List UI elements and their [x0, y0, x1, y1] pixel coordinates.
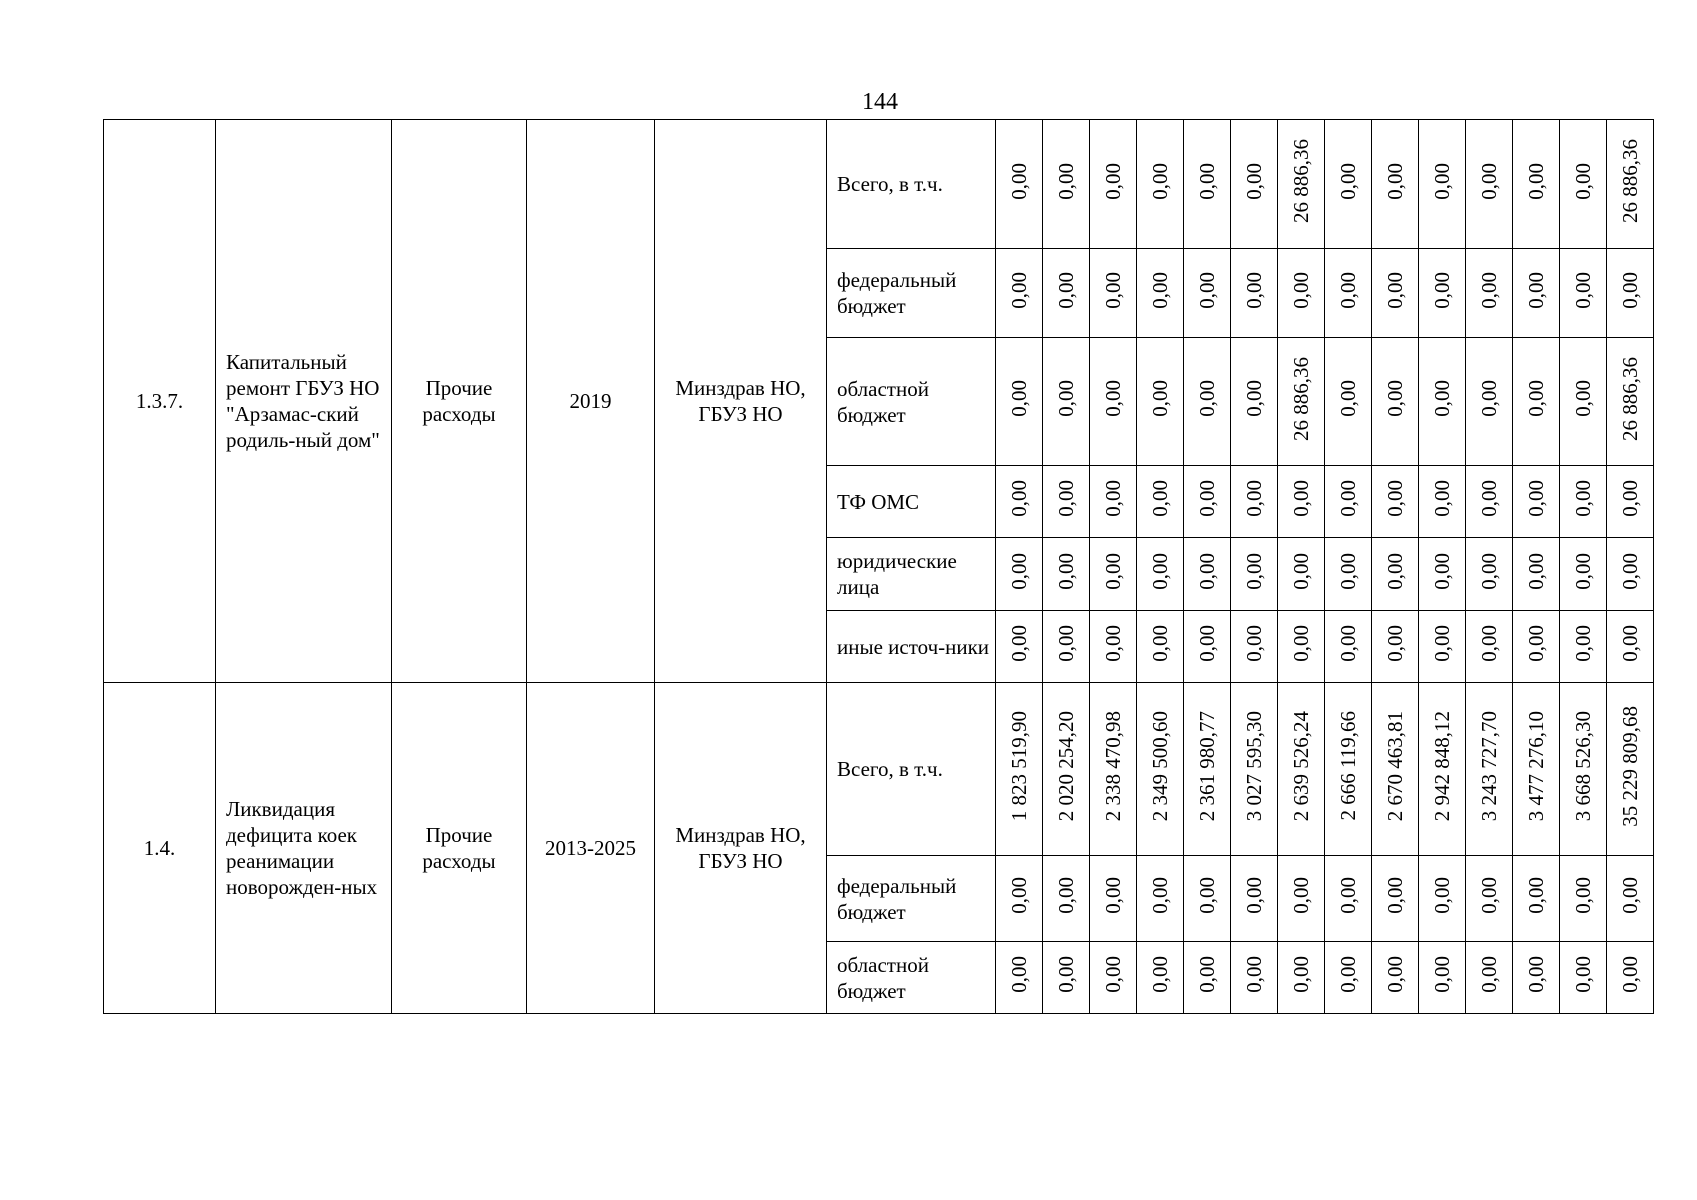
value-text: 0,00: [1618, 877, 1642, 914]
value-text: 0,00: [1289, 625, 1313, 662]
group-1-4-item-code: 1.4.: [104, 683, 216, 1014]
value-cell: [1137, 611, 1184, 683]
funding-source: федеральный бюджет: [827, 249, 996, 338]
value-cell: [996, 249, 1043, 338]
value-cell: [1043, 856, 1090, 942]
value-text: 0,00: [1524, 956, 1548, 993]
value-text: 1 823 519,90: [1007, 710, 1031, 822]
value-cell: [1372, 856, 1419, 942]
funding-source: иные источ-ники: [827, 611, 996, 683]
value-text: 0,00: [1054, 956, 1078, 993]
value-cell: [1372, 683, 1419, 856]
value-text: 0,00: [1148, 162, 1172, 200]
value-cell: [1184, 120, 1231, 249]
value-cell: [1560, 683, 1607, 856]
funding-source: Всего, в т.ч.: [827, 683, 996, 856]
value-text: 0,00: [1195, 877, 1219, 914]
value-text: 0,00: [1007, 956, 1031, 993]
value-text: 0,00: [1618, 552, 1642, 590]
value-cell: [1513, 683, 1560, 856]
value-cell: [1513, 538, 1560, 611]
value-cell: [1231, 249, 1278, 338]
value-cell: [1419, 942, 1466, 1014]
value-text: 0,00: [1148, 271, 1172, 309]
value-cell: [1231, 856, 1278, 942]
value-text: 0,00: [1336, 162, 1360, 200]
value-cell: [1325, 466, 1372, 538]
value-cell: [1607, 120, 1654, 249]
value-cell: [1043, 466, 1090, 538]
value-text: 0,00: [1430, 271, 1454, 309]
value-cell: [1184, 611, 1231, 683]
value-cell: [1278, 683, 1325, 856]
value-cell: [1325, 856, 1372, 942]
value-text: 0,00: [1289, 480, 1313, 517]
value-cell: [1419, 249, 1466, 338]
value-text: 0,00: [1007, 271, 1031, 309]
value-cell: [1043, 538, 1090, 611]
value-text: 0,00: [1430, 625, 1454, 662]
value-cell: [1137, 249, 1184, 338]
value-cell: [1372, 249, 1419, 338]
value-text: 0,00: [1101, 625, 1125, 662]
value-cell: [1043, 120, 1090, 249]
table-row: [104, 683, 1654, 856]
value-cell: [1325, 683, 1372, 856]
value-cell: [1560, 120, 1607, 249]
value-text: 26 886,36: [1618, 356, 1642, 441]
value-text: 0,00: [1101, 480, 1125, 517]
value-cell: [1419, 120, 1466, 249]
value-cell: [1560, 856, 1607, 942]
value-cell: [1278, 856, 1325, 942]
value-cell: [1090, 683, 1137, 856]
value-text: 0,00: [1524, 380, 1548, 417]
value-text: 0,00: [1336, 877, 1360, 914]
table-body: [104, 120, 1654, 1014]
value-text: 0,00: [1383, 271, 1407, 309]
value-cell: [1231, 942, 1278, 1014]
value-cell: [1278, 249, 1325, 338]
value-text: 2 639 526,24: [1289, 710, 1313, 822]
value-text: 0,00: [1101, 877, 1125, 914]
value-text: 0,00: [1195, 480, 1219, 517]
group-1-3-7-item-code: 1.3.7.: [104, 120, 216, 683]
value-text: 0,00: [1524, 271, 1548, 309]
value-cell: [996, 338, 1043, 466]
value-text: 0,00: [1383, 380, 1407, 417]
value-cell: [1278, 466, 1325, 538]
value-cell: [1560, 466, 1607, 538]
value-text: 0,00: [1195, 625, 1219, 662]
value-text: 0,00: [1242, 552, 1266, 590]
value-cell: [1466, 466, 1513, 538]
value-cell: [1137, 683, 1184, 856]
value-cell: [1231, 538, 1278, 611]
value-text: 0,00: [1618, 956, 1642, 993]
value-cell: [1513, 249, 1560, 338]
value-text: 0,00: [1430, 956, 1454, 993]
value-text: 0,00: [1430, 552, 1454, 590]
value-text: 0,00: [1477, 552, 1501, 590]
value-text: 0,00: [1571, 480, 1595, 517]
value-text: 2 670 463,81: [1383, 710, 1407, 822]
value-cell: [1325, 338, 1372, 466]
value-cell: [1466, 338, 1513, 466]
value-cell: [1607, 466, 1654, 538]
value-cell: [1560, 249, 1607, 338]
value-cell: [1278, 611, 1325, 683]
value-cell: [1607, 538, 1654, 611]
value-cell: [996, 683, 1043, 856]
value-text: 0,00: [1289, 956, 1313, 993]
value-cell: [1325, 538, 1372, 611]
value-text: 0,00: [1571, 271, 1595, 309]
value-text: 2 666 119,66: [1336, 711, 1360, 821]
value-cell: [1372, 611, 1419, 683]
value-text: 0,00: [1336, 625, 1360, 662]
value-cell: [1231, 611, 1278, 683]
value-text: 0,00: [1477, 162, 1501, 200]
value-text: 0,00: [1101, 271, 1125, 309]
funding-source: областной бюджет: [827, 338, 996, 466]
value-text: 0,00: [1148, 552, 1172, 590]
funding-source: федеральный бюджет: [827, 856, 996, 942]
group-1-4-item-name: Ликвидация дефицита коек реанимации новорожден-ных: [216, 683, 392, 1014]
value-cell: [1090, 466, 1137, 538]
value-text: 0,00: [1571, 956, 1595, 993]
value-text: 0,00: [1336, 380, 1360, 417]
value-cell: [1090, 611, 1137, 683]
value-cell: [1090, 249, 1137, 338]
value-cell: [1184, 466, 1231, 538]
value-cell: [1607, 856, 1654, 942]
value-text: 0,00: [1383, 956, 1407, 993]
value-text: 0,00: [1430, 877, 1454, 914]
value-cell: [996, 856, 1043, 942]
value-cell: [1560, 942, 1607, 1014]
value-cell: [1466, 611, 1513, 683]
value-cell: [1325, 120, 1372, 249]
value-text: 0,00: [1195, 552, 1219, 590]
value-cell: [1278, 120, 1325, 249]
group-1-3-7-executor: Минздрав НО, ГБУЗ НО: [655, 120, 827, 683]
value-text: 0,00: [1242, 271, 1266, 309]
value-text: 0,00: [1571, 877, 1595, 914]
value-text: 0,00: [1571, 380, 1595, 417]
value-text: 0,00: [1618, 271, 1642, 309]
funding-source: областной бюджет: [827, 942, 996, 1014]
value-text: 0,00: [1242, 956, 1266, 993]
value-cell: [1231, 466, 1278, 538]
value-cell: [1090, 942, 1137, 1014]
value-cell: [1419, 338, 1466, 466]
value-text: 0,00: [1007, 625, 1031, 662]
value-cell: [1513, 856, 1560, 942]
value-cell: [1137, 538, 1184, 611]
group-1-3-7-expense-type: Прочие расходы: [392, 120, 527, 683]
group-1-3-7-item-name: Капитальный ремонт ГБУЗ НО "Арзамас-ский родиль-ный дом": [216, 120, 392, 683]
value-text: 0,00: [1054, 552, 1078, 590]
value-text: 0,00: [1054, 271, 1078, 309]
value-text: 0,00: [1430, 162, 1454, 200]
value-text: 35 229 809,68: [1618, 705, 1642, 827]
value-cell: [1372, 466, 1419, 538]
value-cell: [1325, 942, 1372, 1014]
value-cell: [1607, 683, 1654, 856]
value-text: 0,00: [1477, 625, 1501, 662]
funding-source: юридические лица: [827, 538, 996, 611]
value-text: 0,00: [1101, 552, 1125, 590]
value-text: 0,00: [1054, 162, 1078, 200]
value-text: 0,00: [1195, 162, 1219, 200]
group-1-4-period: 2013-2025: [527, 683, 655, 1014]
value-text: 3 668 526,30: [1571, 710, 1595, 822]
value-text: 0,00: [1430, 480, 1454, 517]
value-text: 0,00: [1195, 956, 1219, 993]
value-cell: [1607, 611, 1654, 683]
value-text: 0,00: [1477, 480, 1501, 517]
group-1-3-7-period: 2019: [527, 120, 655, 683]
value-text: 0,00: [1336, 480, 1360, 517]
value-cell: [1513, 466, 1560, 538]
value-text: 0,00: [1524, 162, 1548, 200]
value-text: 0,00: [1148, 480, 1172, 517]
value-text: 26 886,36: [1289, 139, 1313, 223]
value-cell: [1466, 249, 1513, 338]
value-text: 0,00: [1524, 552, 1548, 590]
value-text: 0,00: [1336, 552, 1360, 590]
value-text: 0,00: [1242, 877, 1266, 914]
value-cell: [1043, 249, 1090, 338]
value-text: 0,00: [1242, 625, 1266, 662]
value-cell: [1419, 466, 1466, 538]
value-cell: [1372, 942, 1419, 1014]
value-text: 0,00: [1289, 552, 1313, 590]
value-cell: [1043, 942, 1090, 1014]
value-text: 0,00: [1054, 625, 1078, 662]
value-cell: [1184, 338, 1231, 466]
value-cell: [1184, 249, 1231, 338]
value-cell: [1043, 338, 1090, 466]
value-text: 0,00: [1618, 480, 1642, 517]
value-cell: [1560, 338, 1607, 466]
value-text: 0,00: [1571, 625, 1595, 662]
value-cell: [1137, 856, 1184, 942]
value-text: 0,00: [1477, 271, 1501, 309]
value-cell: [1043, 683, 1090, 856]
value-text: 0,00: [1524, 480, 1548, 517]
value-cell: [996, 611, 1043, 683]
value-cell: [1090, 538, 1137, 611]
value-text: 0,00: [1242, 162, 1266, 200]
value-cell: [1090, 120, 1137, 249]
value-cell: [1137, 942, 1184, 1014]
value-cell: [1137, 120, 1184, 249]
group-1-4-executor: Минздрав НО, ГБУЗ НО: [655, 683, 827, 1014]
value-text: 0,00: [1571, 552, 1595, 590]
value-cell: [1513, 611, 1560, 683]
value-text: 0,00: [1383, 480, 1407, 517]
value-text: 0,00: [1054, 480, 1078, 517]
value-cell: [1607, 338, 1654, 466]
value-cell: [1419, 856, 1466, 942]
value-cell: [1184, 538, 1231, 611]
value-cell: [1231, 338, 1278, 466]
value-cell: [1278, 538, 1325, 611]
value-cell: [1372, 338, 1419, 466]
value-text: 0,00: [1148, 625, 1172, 662]
value-text: 0,00: [1289, 271, 1313, 309]
value-text: 0,00: [1007, 162, 1031, 200]
value-text: 0,00: [1477, 380, 1501, 417]
value-text: 2 349 500,60: [1148, 710, 1172, 822]
value-cell: [1513, 120, 1560, 249]
value-cell: [1184, 942, 1231, 1014]
value-cell: [996, 466, 1043, 538]
value-text: 0,00: [1383, 162, 1407, 200]
value-text: 0,00: [1289, 877, 1313, 914]
value-text: 0,00: [1054, 380, 1078, 417]
funding-source: ТФ ОМС: [827, 466, 996, 538]
value-cell: [1325, 249, 1372, 338]
value-text: 0,00: [1524, 625, 1548, 662]
value-text: 0,00: [1477, 877, 1501, 914]
value-cell: [1466, 942, 1513, 1014]
page-number: 144: [862, 89, 898, 115]
value-cell: [1090, 856, 1137, 942]
value-cell: [1419, 538, 1466, 611]
value-text: 3 027 595,30: [1242, 710, 1266, 822]
value-text: 0,00: [1007, 552, 1031, 590]
value-cell: [1137, 466, 1184, 538]
value-text: 0,00: [1148, 956, 1172, 993]
value-cell: [1231, 120, 1278, 249]
value-text: 0,00: [1383, 877, 1407, 914]
value-text: 0,00: [1336, 956, 1360, 993]
value-cell: [1372, 120, 1419, 249]
value-cell: [1466, 683, 1513, 856]
value-text: 0,00: [1007, 480, 1031, 517]
value-cell: [1184, 683, 1231, 856]
value-cell: [996, 538, 1043, 611]
value-cell: [1372, 538, 1419, 611]
value-text: 0,00: [1242, 480, 1266, 517]
value-cell: [1278, 338, 1325, 466]
value-text: 3 477 276,10: [1524, 710, 1548, 822]
value-cell: [1513, 338, 1560, 466]
value-cell: [1184, 856, 1231, 942]
value-text: 2 361 980,77: [1195, 710, 1219, 822]
value-text: 0,00: [1477, 956, 1501, 993]
value-text: 0,00: [1007, 380, 1031, 417]
value-text: 0,00: [1336, 271, 1360, 309]
value-text: 0,00: [1148, 877, 1172, 914]
value-text: 0,00: [1195, 380, 1219, 417]
value-text: 0,00: [1242, 380, 1266, 417]
funding-source: Всего, в т.ч.: [827, 120, 996, 249]
value-text: 0,00: [1007, 877, 1031, 914]
value-cell: [1560, 538, 1607, 611]
value-cell: [1560, 611, 1607, 683]
value-text: 0,00: [1430, 380, 1454, 417]
table-row: [104, 120, 1654, 249]
value-text: 0,00: [1571, 162, 1595, 200]
value-text: 0,00: [1148, 380, 1172, 417]
value-text: 0,00: [1524, 877, 1548, 914]
value-text: 0,00: [1618, 625, 1642, 662]
value-text: 0,00: [1383, 552, 1407, 590]
value-cell: [1466, 856, 1513, 942]
value-text: 0,00: [1101, 956, 1125, 993]
value-cell: [1231, 683, 1278, 856]
value-cell: [1607, 942, 1654, 1014]
value-text: 0,00: [1195, 271, 1219, 309]
value-cell: [1607, 249, 1654, 338]
value-cell: [996, 120, 1043, 249]
value-cell: [996, 942, 1043, 1014]
value-cell: [1325, 611, 1372, 683]
group-1-4-expense-type: Прочие расходы: [392, 683, 527, 1014]
value-text: 0,00: [1101, 162, 1125, 200]
value-text: 2 020 254,20: [1054, 710, 1078, 822]
value-text: 0,00: [1054, 877, 1078, 914]
value-cell: [1466, 120, 1513, 249]
value-cell: [1466, 538, 1513, 611]
value-text: 0,00: [1101, 380, 1125, 417]
value-text: 2 338 470,98: [1101, 710, 1125, 822]
value-text: 0,00: [1383, 625, 1407, 662]
value-cell: [1278, 942, 1325, 1014]
value-cell: [1090, 338, 1137, 466]
value-text: 2 942 848,12: [1430, 710, 1454, 822]
value-cell: [1419, 683, 1466, 856]
value-cell: [1513, 942, 1560, 1014]
value-text: 3 243 727,70: [1477, 710, 1501, 822]
value-text: 26 886,36: [1618, 139, 1642, 223]
value-cell: [1137, 338, 1184, 466]
value-cell: [1419, 611, 1466, 683]
value-text: 26 886,36: [1289, 356, 1313, 441]
budget-table: [103, 119, 1654, 1014]
value-cell: [1043, 611, 1090, 683]
